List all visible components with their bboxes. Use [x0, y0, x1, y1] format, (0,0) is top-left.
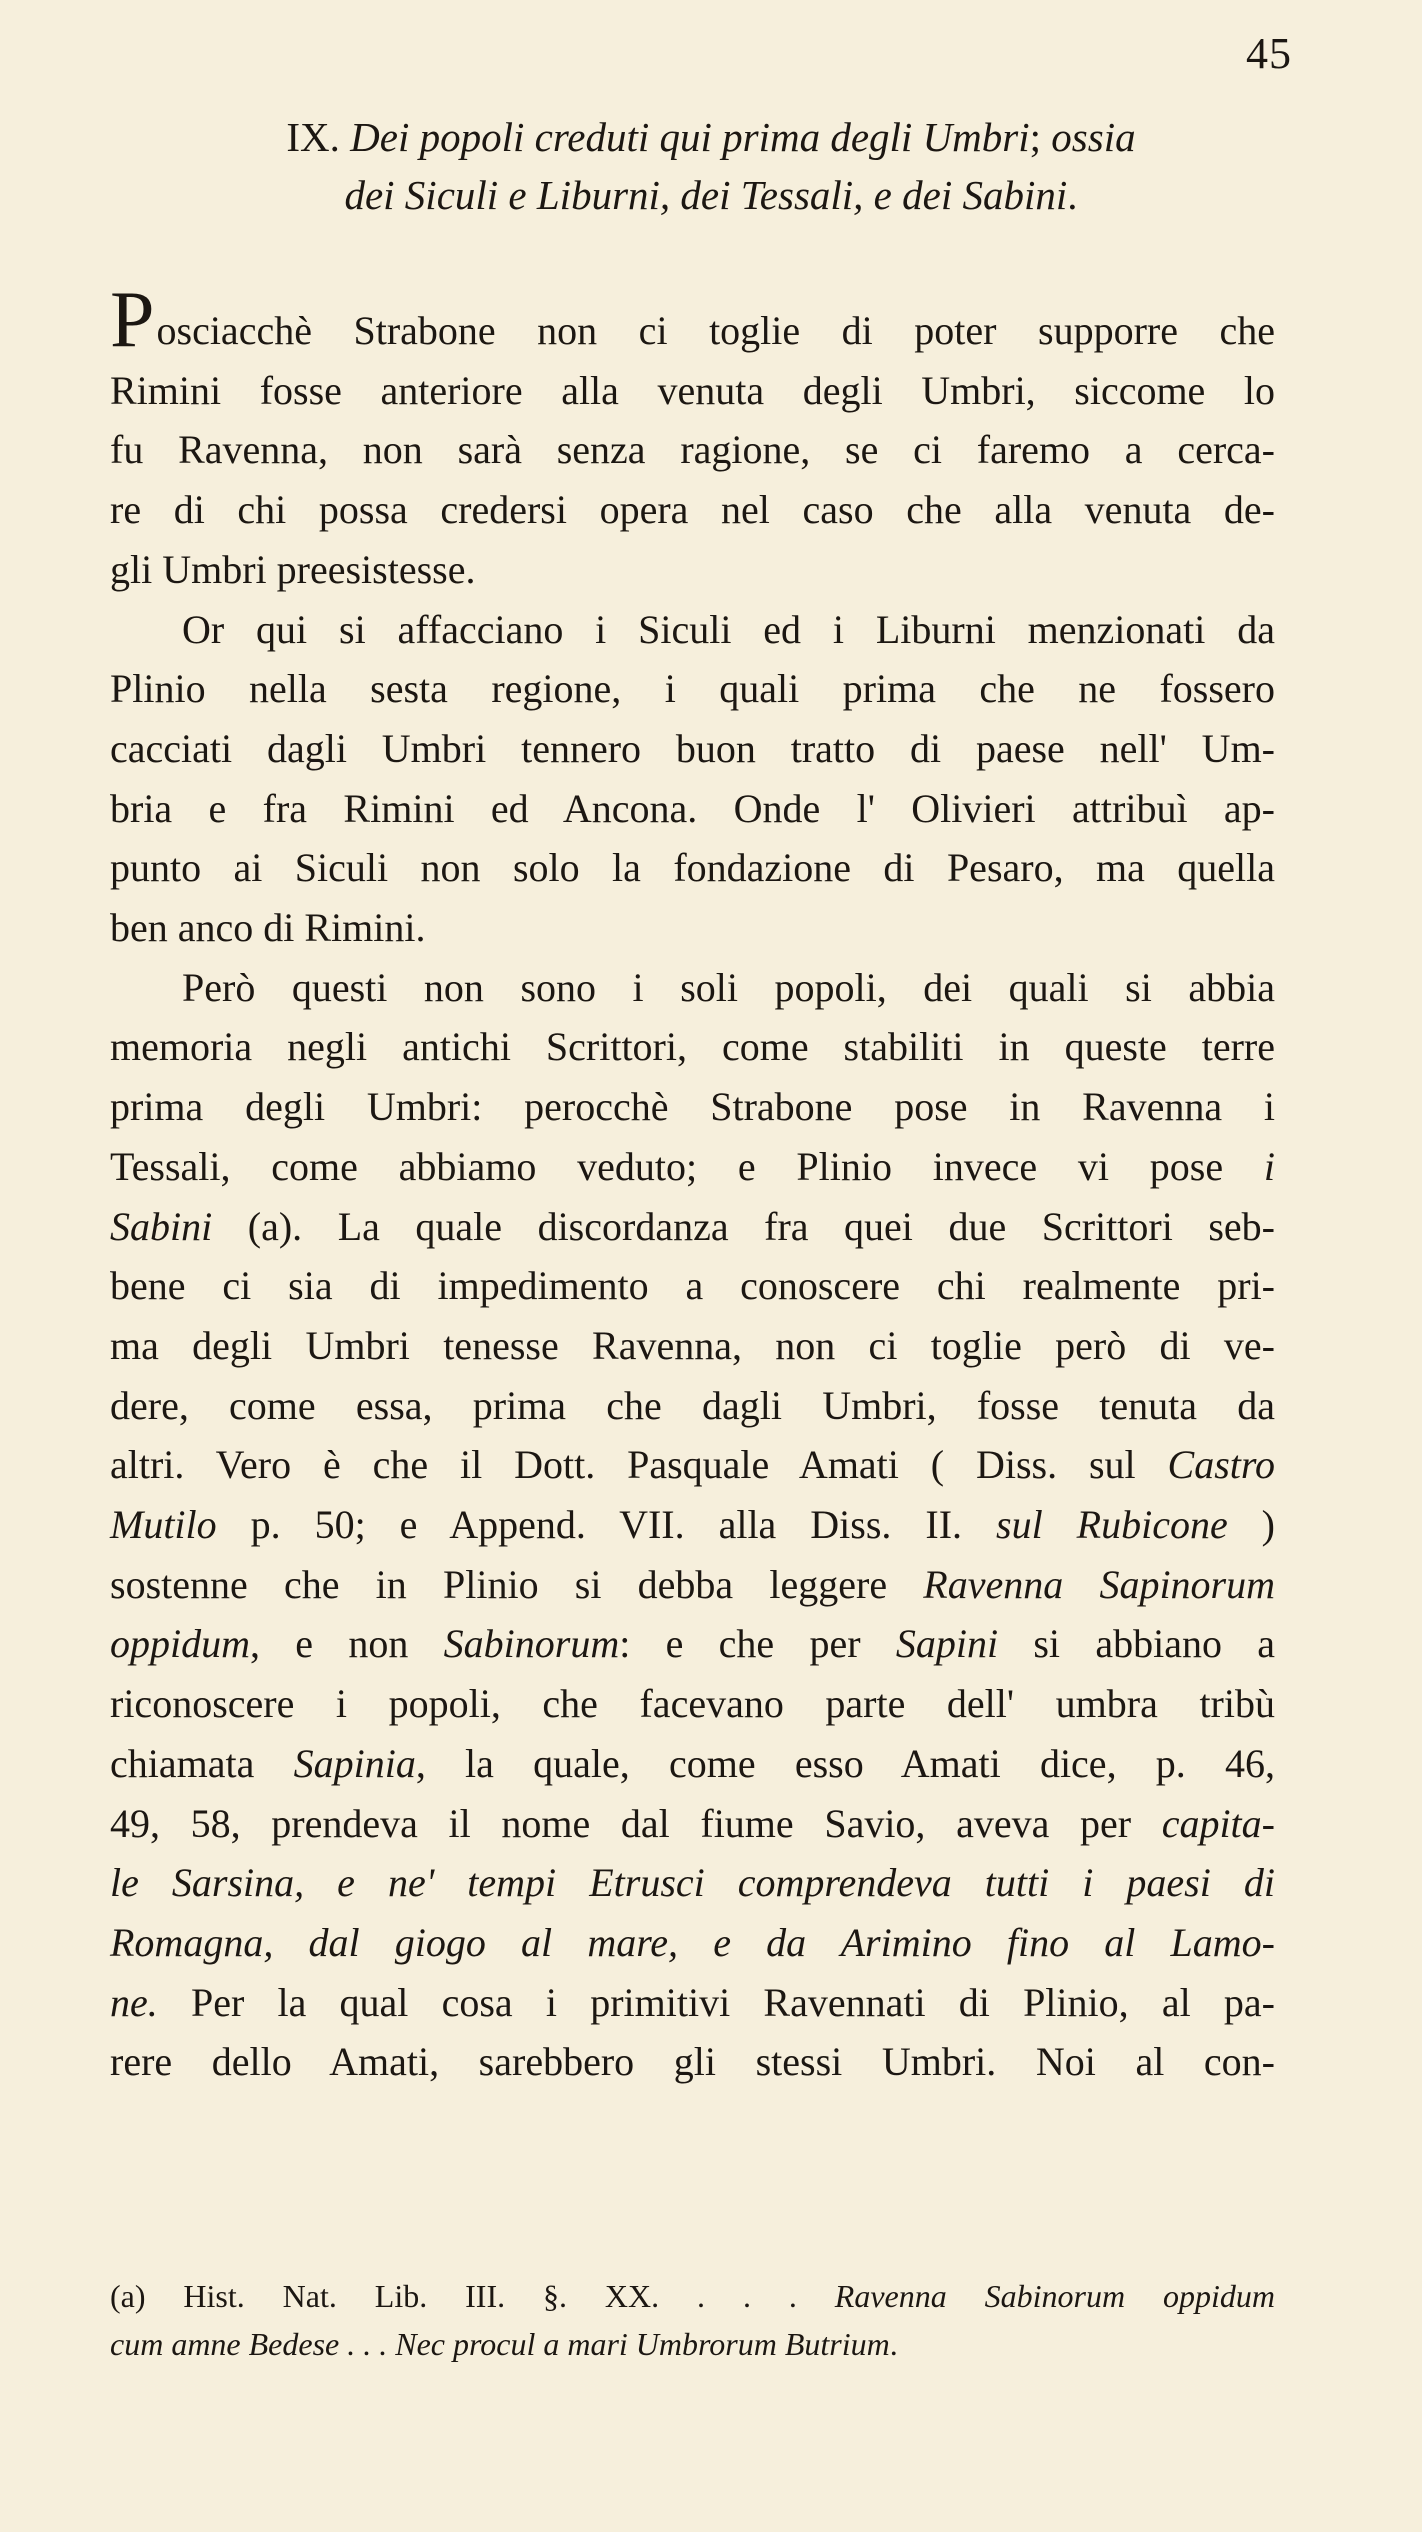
chapter-title-part1: Dei popoli creduti qui prima degli Umbri — [350, 114, 1030, 160]
chapter-title-part3: dei Siculi e Liburni, dei Tessali, e dei Sabini — [344, 172, 1068, 218]
text-line: re di chi possa credersi opera nel caso che alla venuta de- — [110, 487, 1275, 533]
text-line: Mutilo p. 50; e Append. VII. alla Diss. II. sul Rubicone ) — [110, 1502, 1275, 1548]
text-line: riconoscere i popoli, che facevano parte dell' umbra tribù — [110, 1681, 1275, 1727]
text-line: bene ci sia di impedimento a conoscere chi realmente pri- — [110, 1263, 1275, 1309]
text-line: dere, come essa, prima che dagli Umbri, fosse tenuta da — [110, 1382, 1275, 1428]
body-text — [110, 276, 1276, 2092]
text-line: altri. Vero è che il Dott. Pasquale Amati ( Diss. sul Castro — [110, 1442, 1275, 1488]
text-line: cacciati dagli Umbri tennero buon tratto di paese nell' Um- — [110, 725, 1275, 771]
chapter-title-sep: ; — [1029, 114, 1052, 160]
text-line: gli Umbri preesistesse. — [110, 546, 476, 592]
chapter-title-ossia: ossia — [1051, 114, 1136, 160]
text-line: bria e fra Rimini ed Ancona. Onde l' Olivieri attribuì ap- — [110, 785, 1275, 831]
text-line: oppidum, e non Sabinorum: e che per Sapini si abbiano a — [110, 1621, 1276, 1667]
footnote-line: cum amne Bedese . . . Nec procul a mari Umbrorum Butrium. — [110, 2326, 898, 2362]
text-line: punto ai Siculi non solo la fondazione di Pesaro, ma quella — [110, 845, 1275, 891]
page-number: 45 — [1246, 29, 1292, 78]
chapter-number: IX. — [286, 114, 340, 160]
text-line: ben anco di Rimini. — [110, 905, 426, 951]
text-line: Rimini fosse anteriore alla venuta degli Umbri, siccome lo — [110, 367, 1275, 413]
text-line: 49, 58, prendeva il nome dal fiume Savio, aveva per capita- — [110, 1800, 1275, 1846]
footnote-line: (a) Hist. Nat. Lib. III. §. XX. . . . Ravenna Sabinorum oppidum — [110, 2278, 1276, 2314]
text-line: memoria negli antichi Scrittori, come stabiliti in queste terre — [110, 1024, 1275, 1070]
text-line: Però questi non sono i soli popoli, dei quali si abbia — [182, 964, 1275, 1010]
text-line: ma degli Umbri tenesse Ravenna, non ci toglie però di ve- — [110, 1322, 1275, 1368]
footnote — [110, 2272, 1275, 2368]
text-line: Posciacchè Strabone non ci toglie di poter supporre che — [110, 276, 1275, 364]
text-line: Sabini (a). La quale discordanza fra quei due Scrittori seb- — [110, 1203, 1275, 1249]
text-line: rere dello Amati, sarebbero gli stessi Umbri. Noi al con- — [110, 2039, 1275, 2085]
text-line: ne. Per la qual cosa i primitivi Ravennati di Plinio, al pa- — [110, 1979, 1275, 2025]
chapter-title-end: . — [1067, 172, 1078, 218]
text-line: Romagna, dal giogo al mare, e da Arimino fino al Lamo- — [110, 1919, 1275, 1965]
chapter-title — [110, 108, 1312, 224]
text-line: prima degli Umbri: perocchè Strabone pose in Ravenna i — [110, 1084, 1275, 1130]
text-line: Plinio nella sesta regione, i quali prima che ne fossero — [110, 666, 1275, 712]
text-line: Tessali, come abbiamo veduto; e Plinio invece vi pose i — [110, 1143, 1275, 1189]
drop-cap: P — [110, 276, 155, 364]
text-line: sostenne che in Plinio si debba leggere Ravenna Sapinorum — [110, 1561, 1276, 1607]
text-line: le Sarsina, e ne' tempi Etrusci comprendeva tutti i paesi di — [110, 1860, 1275, 1906]
text-line: fu Ravenna, non sarà senza ragione, se ci faremo a cerca- — [110, 427, 1275, 473]
text-line: Or qui si affacciano i Siculi ed i Liburni menzionati da — [182, 606, 1275, 652]
text-line: chiamata Sapinia, la quale, come esso Amati dice, p. 46, — [110, 1740, 1276, 1786]
